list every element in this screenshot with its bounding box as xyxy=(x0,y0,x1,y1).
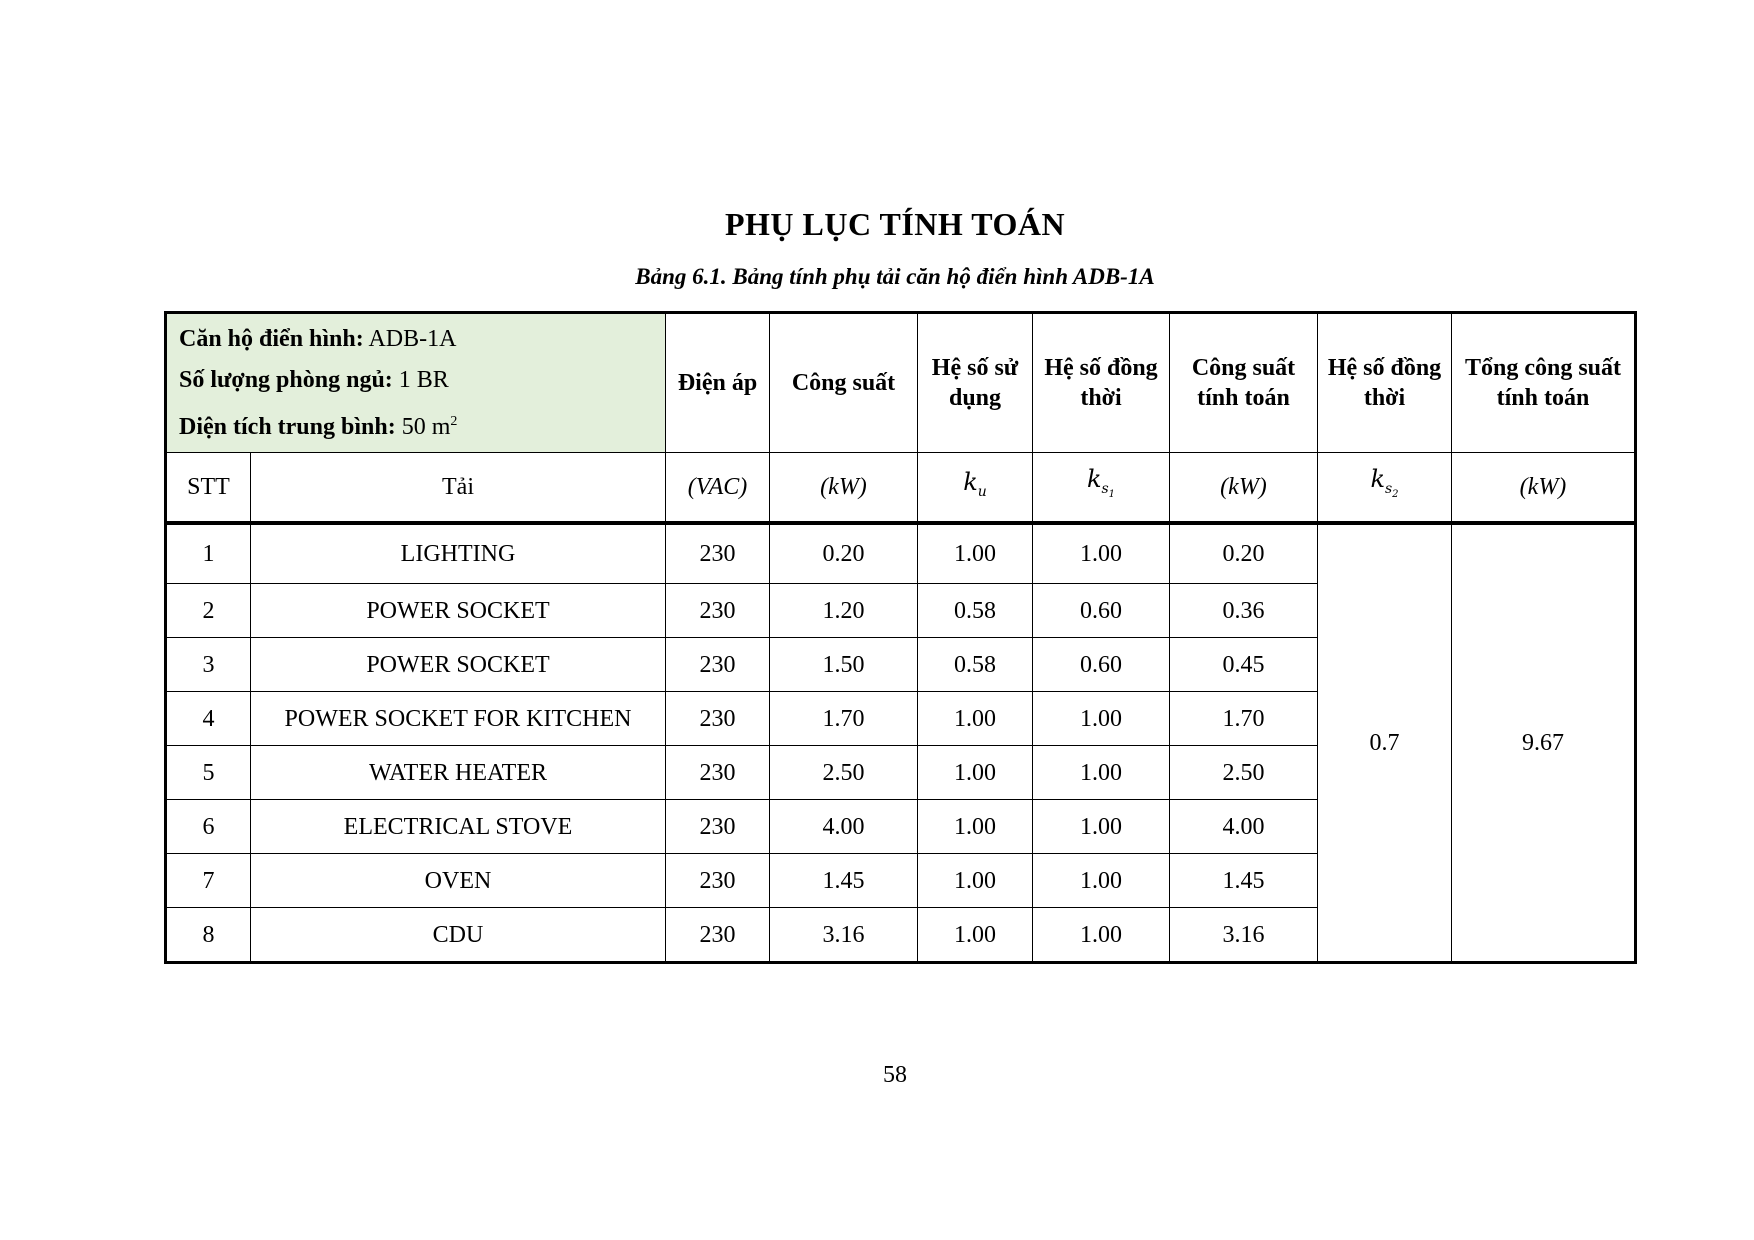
symbol-ks1: $k_{s_1}$ xyxy=(1033,453,1170,524)
cell-ks1: 1.00 xyxy=(1033,523,1170,584)
cell-calc-power: 0.45 xyxy=(1170,638,1318,692)
unit-calc-power: (kW) xyxy=(1170,453,1318,524)
area-value: 50 m xyxy=(401,413,451,440)
cell-ks1: 1.00 xyxy=(1033,800,1170,854)
cell-power: 1.50 xyxy=(770,638,918,692)
cell-ku: 1.00 xyxy=(918,908,1033,963)
cell-load: OVEN xyxy=(251,854,666,908)
cell-voltage: 230 xyxy=(666,746,770,800)
header-usage-factor: Hệ số sử dụng xyxy=(918,313,1033,453)
cell-ks1: 0.60 xyxy=(1033,584,1170,638)
cell-stt: 5 xyxy=(166,746,251,800)
cell-stt: 2 xyxy=(166,584,251,638)
cell-load: POWER SOCKET xyxy=(251,638,666,692)
cell-ku: 1.00 xyxy=(918,523,1033,584)
area-unit-exponent: 2 xyxy=(450,413,458,429)
cell-stt: 1 xyxy=(166,523,251,584)
cell-voltage: 230 xyxy=(666,908,770,963)
cell-power: 4.00 xyxy=(770,800,918,854)
header-voltage: Điện áp xyxy=(666,313,770,453)
header-total-calc-power: Tổng công suất tính toán xyxy=(1452,313,1636,453)
cell-ks1: 0.60 xyxy=(1033,638,1170,692)
cell-load: POWER SOCKET FOR KITCHEN xyxy=(251,692,666,746)
header-row-units xyxy=(166,453,1636,524)
cell-ku: 0.58 xyxy=(918,584,1033,638)
header-load: Tải xyxy=(251,453,666,524)
cell-ks2-merged: 0.7 xyxy=(1318,523,1452,963)
cell-stt: 8 xyxy=(166,908,251,963)
cell-calc-power: 1.70 xyxy=(1170,692,1318,746)
cell-calc-power: 2.50 xyxy=(1170,746,1318,800)
symbol-ks2: $k_{s_2}$ xyxy=(1318,453,1452,524)
cell-ks1: 1.00 xyxy=(1033,746,1170,800)
cell-power: 1.70 xyxy=(770,692,918,746)
cell-ks1: 1.00 xyxy=(1033,692,1170,746)
cell-voltage: 230 xyxy=(666,523,770,584)
cell-stt: 3 xyxy=(166,638,251,692)
table-row xyxy=(166,523,1636,584)
cell-calc-power: 0.20 xyxy=(1170,523,1318,584)
header-power: Công suất xyxy=(770,313,918,453)
cell-ks1: 1.00 xyxy=(1033,854,1170,908)
cell-ks1: 1.00 xyxy=(1033,908,1170,963)
cell-calc-power: 0.36 xyxy=(1170,584,1318,638)
cell-voltage: 230 xyxy=(666,800,770,854)
cell-power: 0.20 xyxy=(770,523,918,584)
cell-calc-power: 1.45 xyxy=(1170,854,1318,908)
bedrooms-label: Số lượng phòng ngủ: xyxy=(179,366,393,393)
cell-stt: 7 xyxy=(166,854,251,908)
header-stt: STT xyxy=(166,453,251,524)
cell-load: LIGHTING xyxy=(251,523,666,584)
unit-power: (kW) xyxy=(770,453,918,524)
cell-load: POWER SOCKET xyxy=(251,584,666,638)
apartment-type-value: ADB-1A xyxy=(368,325,457,352)
cell-calc-power: 4.00 xyxy=(1170,800,1318,854)
page-title: PHỤ LỤC TÍNH TOÁN xyxy=(724,206,1066,242)
cell-power: 1.45 xyxy=(770,854,918,908)
cell-total-merged: 9.67 xyxy=(1452,523,1636,963)
cell-power: 1.20 xyxy=(770,584,918,638)
unit-total: (kW) xyxy=(1452,453,1636,524)
cell-power: 2.50 xyxy=(770,746,918,800)
cell-ku: 0.58 xyxy=(918,638,1033,692)
cell-load: ELECTRICAL STOVE xyxy=(251,800,666,854)
cell-voltage: 230 xyxy=(666,638,770,692)
apartment-info xyxy=(166,313,666,453)
cell-calc-power: 3.16 xyxy=(1170,908,1318,963)
bedrooms-value: 1 BR xyxy=(398,366,449,393)
cell-load: CDU xyxy=(251,908,666,963)
header-calc-power: Công suất tính toán xyxy=(1170,313,1318,453)
apartment-type-label: Căn hộ điển hình: xyxy=(179,325,364,352)
cell-stt: 4 xyxy=(166,692,251,746)
cell-ku: 1.00 xyxy=(918,746,1033,800)
load-calculation-table xyxy=(164,311,1637,964)
cell-voltage: 230 xyxy=(666,692,770,746)
cell-ku: 1.00 xyxy=(918,692,1033,746)
cell-ku: 1.00 xyxy=(918,854,1033,908)
header-simultaneity-factor: Hệ số đồng thời xyxy=(1033,313,1170,453)
cell-ku: 1.00 xyxy=(918,800,1033,854)
area-label: Diện tích trung bình: xyxy=(179,413,396,440)
cell-voltage: 230 xyxy=(666,854,770,908)
symbol-ku: $k_u$ xyxy=(918,453,1033,524)
cell-stt: 6 xyxy=(166,800,251,854)
cell-power: 3.16 xyxy=(770,908,918,963)
cell-load: WATER HEATER xyxy=(251,746,666,800)
cell-voltage: 230 xyxy=(666,584,770,638)
header-row-titles xyxy=(166,313,1636,453)
table-caption: Bảng 6.1. Bảng tính phụ tải căn hộ điển hình ADB-1A xyxy=(635,264,1155,289)
unit-voltage: (VAC) xyxy=(666,453,770,524)
page-number: 58 xyxy=(883,1062,907,1088)
header-simultaneity-factor-2: Hệ số đồng thời xyxy=(1318,313,1452,453)
